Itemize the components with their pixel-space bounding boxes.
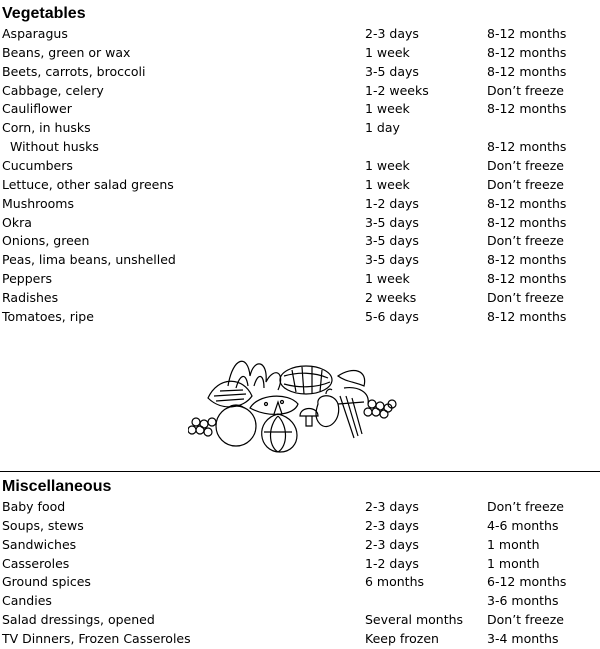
refrigerator-time: Keep frozen [365,630,439,646]
refrigerator-time: 3-5 days [365,63,419,79]
table-row [0,269,600,288]
freezer-time: Don’t freeze [487,176,564,192]
freezer-time: 3-6 months [487,593,559,609]
item-name: Peppers [2,271,52,287]
table-row [0,81,600,100]
refrigerator-time: 2 weeks [365,289,417,305]
table-row [0,99,600,118]
table-row [0,213,600,232]
item-name: Peas, lima beans, unshelled [2,252,176,268]
item-name: Ground spices [2,574,91,590]
refrigerator-time: 1-2 weeks [365,82,429,98]
refrigerator-time: 2-3 days [365,536,419,552]
freezer-time: Don’t freeze [487,82,564,98]
item-name: Salad dressings, opened [2,612,155,628]
item-name: Candies [2,593,52,609]
item-name: Casseroles [2,555,70,571]
refrigerator-time: 3-5 days [365,233,419,249]
table-row [0,516,600,535]
item-name: Cabbage, celery [2,82,104,98]
item-name: Beets, carrots, broccoli [2,63,146,79]
item-name: Soups, stews [2,517,84,533]
item-name: Cucumbers [2,157,73,173]
table-row [0,535,600,554]
freezer-time: Don’t freeze [487,157,564,173]
refrigerator-time: 1-2 days [365,195,419,211]
freezer-time: 8-12 months [487,44,567,60]
refrigerator-time: 2-3 days [365,517,419,533]
table-row [0,554,600,573]
refrigerator-time: 1 week [365,101,410,117]
refrigerator-time: 3-5 days [365,214,419,230]
table-row [0,591,600,610]
item-name: Baby food [2,499,66,514]
table-row [0,497,600,516]
refrigerator-time: 1 week [365,157,410,173]
item-name: Without husks [10,139,99,155]
refrigerator-time: 1 week [365,176,410,192]
vegetables-heading: Vegetables [2,5,86,22]
freezer-time: 8-12 months [487,214,567,230]
freezer-time: 1 month [487,555,540,571]
item-name: Cauliflower [2,101,72,117]
refrigerator-time: 1 day [365,120,400,136]
freezer-time: 8-12 months [487,271,567,287]
table-row [0,610,600,629]
item-name: Corn, in husks [2,120,91,136]
freezer-time: 4-6 months [487,517,559,533]
refrigerator-time: Several months [365,612,464,628]
table-row [0,118,600,137]
table-row [0,137,600,156]
freezer-time: Don’t freeze [487,289,564,305]
item-name: Onions, green [2,233,90,249]
freezer-time: 3-4 months [487,630,559,646]
item-name: Radishes [2,289,59,305]
table-row [0,156,600,175]
freezer-time: Don’t freeze [487,612,564,628]
table-row [0,288,600,307]
section-divider [0,471,600,472]
freezer-time: 8-12 months [487,308,567,324]
freezer-time: 8-12 months [487,63,567,79]
freezer-time: 8-12 months [487,26,567,41]
freezer-time: 6-12 months [487,574,567,590]
table-row [0,231,600,250]
table-row [0,175,600,194]
freezer-time: 8-12 months [487,252,567,268]
table-row [0,572,600,591]
item-name: Beans, green or wax [2,44,131,60]
refrigerator-time: 6 months [365,574,425,590]
refrigerator-time: 2-3 days [365,499,419,514]
table-row [0,307,600,326]
freezer-time: 8-12 months [487,139,567,155]
refrigerator-time: 1 week [365,44,410,60]
refrigerator-time: 1-2 days [365,555,419,571]
table-row [0,24,600,43]
refrigerator-time: 3-5 days [365,252,419,268]
table-row [0,629,600,648]
freezer-time: Don’t freeze [487,499,564,514]
freezer-time: Don’t freeze [487,233,564,249]
freezer-time: 8-12 months [487,101,567,117]
table-row [0,194,600,213]
item-name: Lettuce, other salad greens [2,176,174,192]
freezer-time: 8-12 months [487,195,567,211]
table-row [0,43,600,62]
vegetable-pile-icon [188,346,400,454]
miscellaneous-heading: Miscellaneous [2,478,112,495]
item-name: Mushrooms [2,195,74,211]
refrigerator-time: 5-6 days [365,308,419,324]
item-name: TV Dinners, Frozen Casseroles [2,630,191,646]
freezer-time: 1 month [487,536,540,552]
table-row [0,62,600,81]
refrigerator-time: 1 week [365,271,410,287]
refrigerator-time: 2-3 days [365,26,419,41]
item-name: Sandwiches [2,536,77,552]
item-name: Tomatoes, ripe [2,308,94,324]
item-name: Okra [2,214,32,230]
item-name: Asparagus [2,26,68,41]
table-row [0,250,600,269]
